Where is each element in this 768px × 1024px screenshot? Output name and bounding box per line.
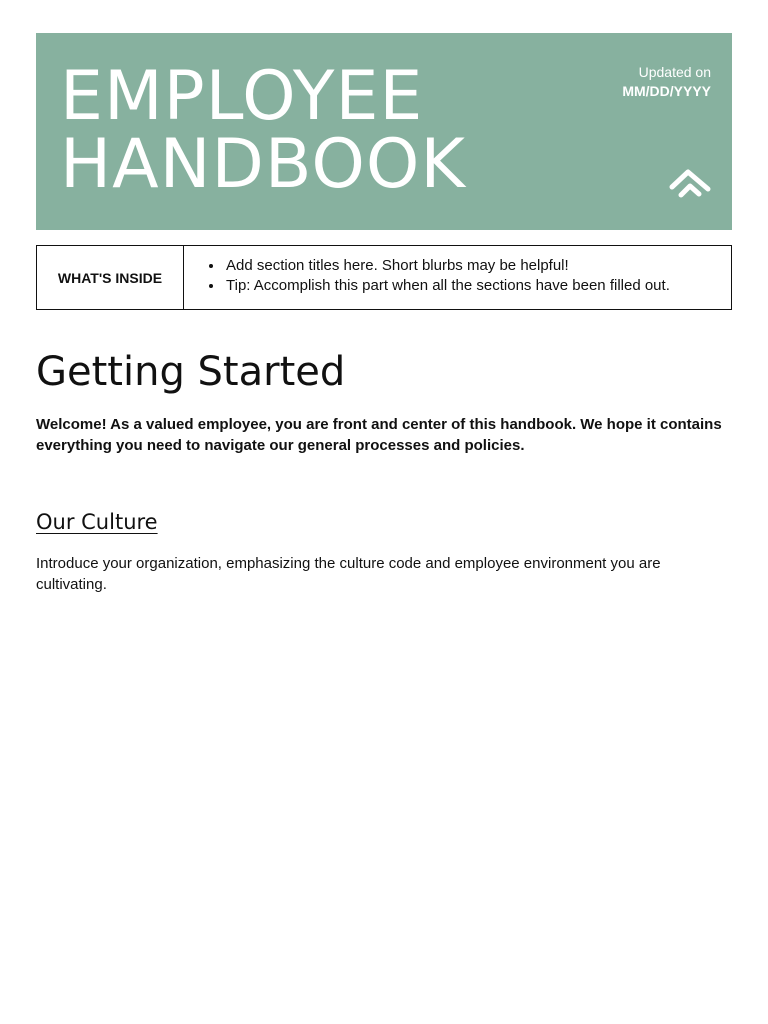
- title-line-2: HANDBOOK: [60, 125, 466, 204]
- whats-inside-box: [36, 245, 732, 310]
- updated-date: MM/DD/YYYY: [622, 83, 711, 99]
- whats-inside-list: [184, 246, 731, 309]
- our-culture-heading: Our Culture: [36, 510, 158, 534]
- document-title: [60, 57, 466, 204]
- whats-inside-label: WHAT'S INSIDE: [37, 246, 184, 309]
- getting-started-intro: Welcome! As a valued employee, you are front and center of this handbook. We hope it contains everything you need to navigate our general processes and policies.: [36, 416, 722, 454]
- list-item: • Tip: Accomplish this part when all the sections have been filled out.: [224, 276, 731, 296]
- updated-info: [622, 63, 711, 101]
- title-line-1: EMPLOYEE: [60, 57, 424, 136]
- chevrons-up-logo-icon: [669, 167, 711, 201]
- list-item: • Add section titles here. Short blurbs may be helpful!: [224, 256, 731, 276]
- header-banner: [36, 33, 732, 230]
- our-culture-body: Introduce your organization, emphasizing the culture code and employee environment you are cultivating.: [36, 555, 661, 593]
- getting-started-heading: Getting Started: [36, 349, 346, 395]
- updated-label: Updated on: [638, 64, 711, 80]
